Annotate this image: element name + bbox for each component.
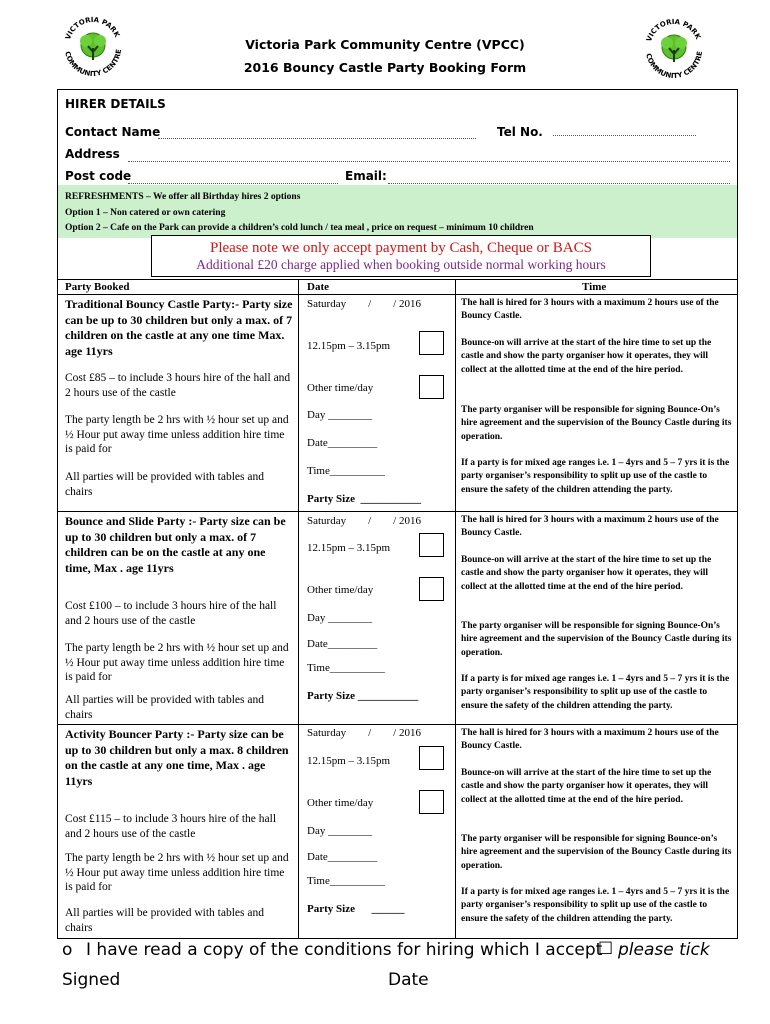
time-field[interactable]: Time__________	[307, 662, 385, 674]
hire-terms-3: The party organiser will be responsible for signing Bounce-on’s hire agreement and the supervision of the Bouncy Castle during its operation.	[461, 834, 732, 871]
postcode-label: Post code	[65, 169, 132, 183]
other-time-checkbox[interactable]	[419, 790, 444, 814]
hire-terms-4: If a party is for mixed age ranges i.e. 1 – 4yrs and 5 – 7 yrs it is the party organiser’s responsibility to split up use of the castle to ensure the safety of the children attending the party.	[461, 674, 730, 711]
col-time-header: Time	[582, 281, 607, 293]
party-size-field[interactable]: Party Size ___________	[307, 690, 419, 702]
saturday-date: Saturday / / 2016	[307, 515, 421, 527]
hire-terms-2: Bounce-on will arrive at the start of the hire time to set up the castle and show the party organiser how it operates, they will collect at the allotted time at the end of the hire period.	[461, 555, 712, 592]
form-subtitle: 2016 Bouncy Castle Party Booking Form	[243, 60, 527, 75]
party-cost: Cost £115 – to include 3 hours hire of the hall and 2 hours use of the castle	[65, 813, 277, 840]
tel-label: Tel No.	[497, 125, 543, 139]
party-length: The party length be 2 hrs with ½ hour set up and ½ Hour put away time unless addition hire time is paid for	[65, 642, 289, 683]
hire-terms-2: Bounce-on will arrive at the start of the hire time to set up the castle and show the party organiser how it operates, they will collect at the allotted time at the end of the hire period.	[461, 768, 712, 805]
table-top-rule	[58, 279, 737, 280]
other-time-label: Other time/day	[307, 584, 374, 596]
day-field[interactable]: Day ________	[307, 612, 373, 624]
postcode-field[interactable]	[128, 183, 338, 184]
party-cost: Cost £100 – to include 3 hours hire of the hall and 2 hours use of the castle	[65, 600, 277, 627]
svg-text:VICTORIA PARK: VICTORIA PARK	[64, 15, 122, 41]
date-field[interactable]: Date_________	[307, 851, 378, 863]
other-time-checkbox[interactable]	[419, 577, 444, 601]
party-name: Traditional Bouncy Castle Party:- Party size can be up to 30 children but only a max. of 7 children on the castle at any one time Max. age 11yrs	[65, 297, 293, 358]
other-time-checkbox[interactable]	[419, 375, 444, 399]
contact-field[interactable]	[158, 138, 476, 139]
hire-terms-1: The hall is hired for 3 hours with a maximum 2 hours use of the Bouncy Castle.	[461, 298, 719, 322]
row-rule	[58, 724, 737, 725]
slot-time: 12.15pm – 3.15pm	[307, 755, 391, 767]
contact-label: Contact Name	[65, 125, 161, 139]
accept-bullet: o	[62, 940, 73, 960]
party-name: Activity Bouncer Party :- Party size can be up to 30 children but only a max. 8 children on the castle at any one time, Max . age 11yrs	[65, 727, 289, 788]
slot-checkbox[interactable]	[419, 533, 444, 557]
refreshments-line-2: Option 1 – Non catered or own catering	[65, 208, 226, 218]
accept-statement: I have read a copy of the conditions for hiring which I accept	[86, 940, 603, 960]
party-length: The party length be 2 hrs with ½ hour set up and ½ Hour put away time unless addition hire time is paid for	[65, 414, 289, 455]
time-field[interactable]: Time__________	[307, 465, 385, 477]
form-title: Victoria Park Community Centre (VPCC)	[245, 37, 525, 52]
party-tables: All parties will be provided with tables and chairs	[65, 694, 264, 721]
svg-text:VICTORIA PARK: VICTORIA PARK	[645, 17, 703, 43]
date-label: Date	[388, 970, 429, 990]
tick-instruction: please tick	[618, 940, 710, 960]
address-label: Address	[65, 147, 120, 161]
email-field[interactable]	[388, 183, 730, 184]
party-size-field[interactable]: Party Size ___________	[307, 493, 421, 505]
tick-checkbox[interactable]: ☐	[598, 939, 614, 959]
hire-terms-4: If a party is for mixed age ranges i.e. 1 – 4yrs and 5 – 7 yrs it is the party organiser’s responsibility to split up use of the castle to ensure the safety of the children attending the party.	[461, 458, 730, 495]
time-field[interactable]: Time__________	[307, 875, 385, 887]
slot-time: 12.15pm – 3.15pm	[307, 542, 391, 554]
date-field[interactable]: Date_________	[307, 638, 378, 650]
hire-terms-1: The hall is hired for 3 hours with a maximum 2 hours use of the Bouncy Castle.	[461, 728, 719, 752]
party-length: The party length be 2 hrs with ½ hour set up and ½ Hour put away time unless addition hire time is paid for	[65, 852, 289, 893]
hirer-heading: HIRER DETAILS	[65, 97, 166, 111]
saturday-date: Saturday / / 2016	[307, 727, 421, 739]
other-time-label: Other time/day	[307, 797, 374, 809]
payment-notice	[151, 235, 651, 277]
hire-terms-4: If a party is for mixed age ranges i.e. 1 – 4yrs and 5 – 7 yrs it is the party organiser’s responsibility to split up use of the castle to ensure the safety of the children attending the party.	[461, 887, 730, 924]
email-label: Email:	[345, 169, 387, 183]
hire-terms-2: Bounce-on will arrive at the start of the hire time to set up the castle and show the party organiser how it operates, they will collect at the allotted time at the end of the hire period.	[461, 338, 712, 375]
hire-terms-3: The party organiser will be responsible for signing Bounce-On’s hire agreement and the supervision of the Bouncy Castle during its operation.	[461, 621, 732, 658]
saturday-date: Saturday / / 2016	[307, 298, 421, 310]
payment-notice-line-2: Additional £20 charge applied when booking outside normal working hours	[196, 257, 606, 272]
party-cost: Cost £85 – to include 3 hours hire of the hall and 2 hours use of the castle	[65, 372, 291, 399]
col-rule-1	[298, 279, 299, 939]
col-party-header: Party Booked	[65, 281, 130, 293]
signed-label: Signed	[62, 970, 121, 990]
date-field[interactable]: Date_________	[307, 437, 378, 449]
slot-checkbox[interactable]	[419, 746, 444, 770]
day-field[interactable]: Day ________	[307, 409, 373, 421]
hire-terms-3: The party organiser will be responsible for signing Bounce-On’s hire agreement and the supervision of the Bouncy Castle during its operation.	[461, 405, 732, 442]
slot-time: 12.15pm – 3.15pm	[307, 340, 391, 352]
hire-terms-1: The hall is hired for 3 hours with a maximum 2 hours use of the Bouncy Castle.	[461, 515, 719, 539]
day-field[interactable]: Day ________	[307, 825, 373, 837]
party-tables: All parties will be provided with tables and chairs	[65, 471, 264, 498]
svg-text:COMMUNITY CENTRE: COMMUNITY CENTRE	[63, 48, 124, 79]
refreshments-line-1: REFRESHMENTS – We offer all Birthday hires 2 options	[65, 192, 301, 202]
row-rule	[58, 511, 737, 512]
payment-notice-line-1: Please note we only accept payment by Cash, Cheque or BACS	[209, 240, 592, 256]
tel-field[interactable]	[553, 135, 696, 136]
col-date-header: Date	[307, 281, 329, 293]
slot-checkbox[interactable]	[419, 331, 444, 355]
table-header-rule	[58, 294, 737, 295]
refreshments-line-3: Option 2 – Cafe on the Park can provide a children’s cold lunch / tea meal , price on request – minimum 10 children	[65, 223, 534, 233]
party-name: Bounce and Slide Party :- Party size can be up to 30 children but only a max. of 7 children can be on the castle at any one time, Max . age 11yrs	[65, 514, 286, 575]
party-tables: All parties will be provided with tables and chairs	[65, 907, 264, 934]
svg-text:COMMUNITY CENTRE: COMMUNITY CENTRE	[644, 50, 705, 81]
party-size-field[interactable]: Party Size ______	[307, 903, 405, 915]
col-rule-2	[455, 279, 456, 939]
other-time-label: Other time/day	[307, 382, 374, 394]
address-field[interactable]	[128, 161, 730, 162]
